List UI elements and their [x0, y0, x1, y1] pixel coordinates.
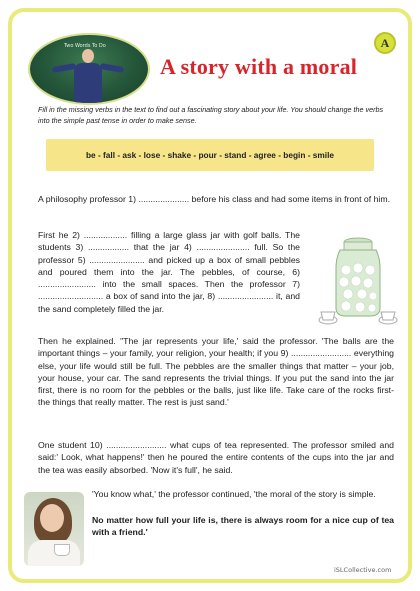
instructions: Fill in the missing verbs in the text to find out a fascinating story about your life. You should change the verbs into the simple past tense in order to make sense. — [38, 105, 384, 125]
word-bank: be - fall - ask - lose - shake - pour - stand - agree - begin - smile — [46, 139, 374, 171]
page-title: A story with a moral — [160, 54, 358, 79]
jar-illustration — [318, 228, 398, 328]
site-footer: iSLCollective.com — [334, 566, 392, 574]
paragraph-5: 'You know what,' the professor continued, 'the moral of the story is simple. — [92, 489, 376, 499]
paragraph-6-moral: No matter how full your life is, there is always room for a nice cup of tea with a friend.' — [92, 515, 394, 538]
board-text: Two Words To Do — [64, 43, 106, 49]
paragraph-1: A philosophy professor 1) ..................... before his class and had some items in front of him. — [38, 194, 391, 204]
level-badge: A — [374, 32, 396, 54]
paragraph-2: First he 2) .................. filling a large glass jar with golf balls. The students 3) ................. that the jar 4) ...................... full. So the professor 5) ....................... and picked up a box of small pebbles and poured them into the jar. The pebbles, of course, 6) ........................ into the small spaces. Then the professor 7) ........................... a box of sand into the jar, 8) ....................... it, and the sand completely filled the jar. — [38, 230, 300, 314]
paragraph-4: One student 10) ......................... what cups of tea represented. The professor smiled and said:' Look, what happens!' then he poured the entire contents of the cups into the jar and the tea was easily absorbed. 'Now it's full', he said. — [38, 440, 394, 475]
woman-with-tea-photo — [24, 492, 84, 566]
paragraph-3: Then he explained. "The jar represents your life,' said the professor. 'The balls are the important things – your family, your religion, your health; if you 9) ......................... everything else, your life would still be full. The pebbles are the smaller things that matter – your job, your house, your car. The sand represents the trivial things. If you put the sand into the jar first, there is no room for the pebbles or the balls, just like life. Take care of the rocks first- the things that really matter. The rest is just sand.' — [38, 336, 394, 408]
professor-photo — [30, 35, 148, 103]
